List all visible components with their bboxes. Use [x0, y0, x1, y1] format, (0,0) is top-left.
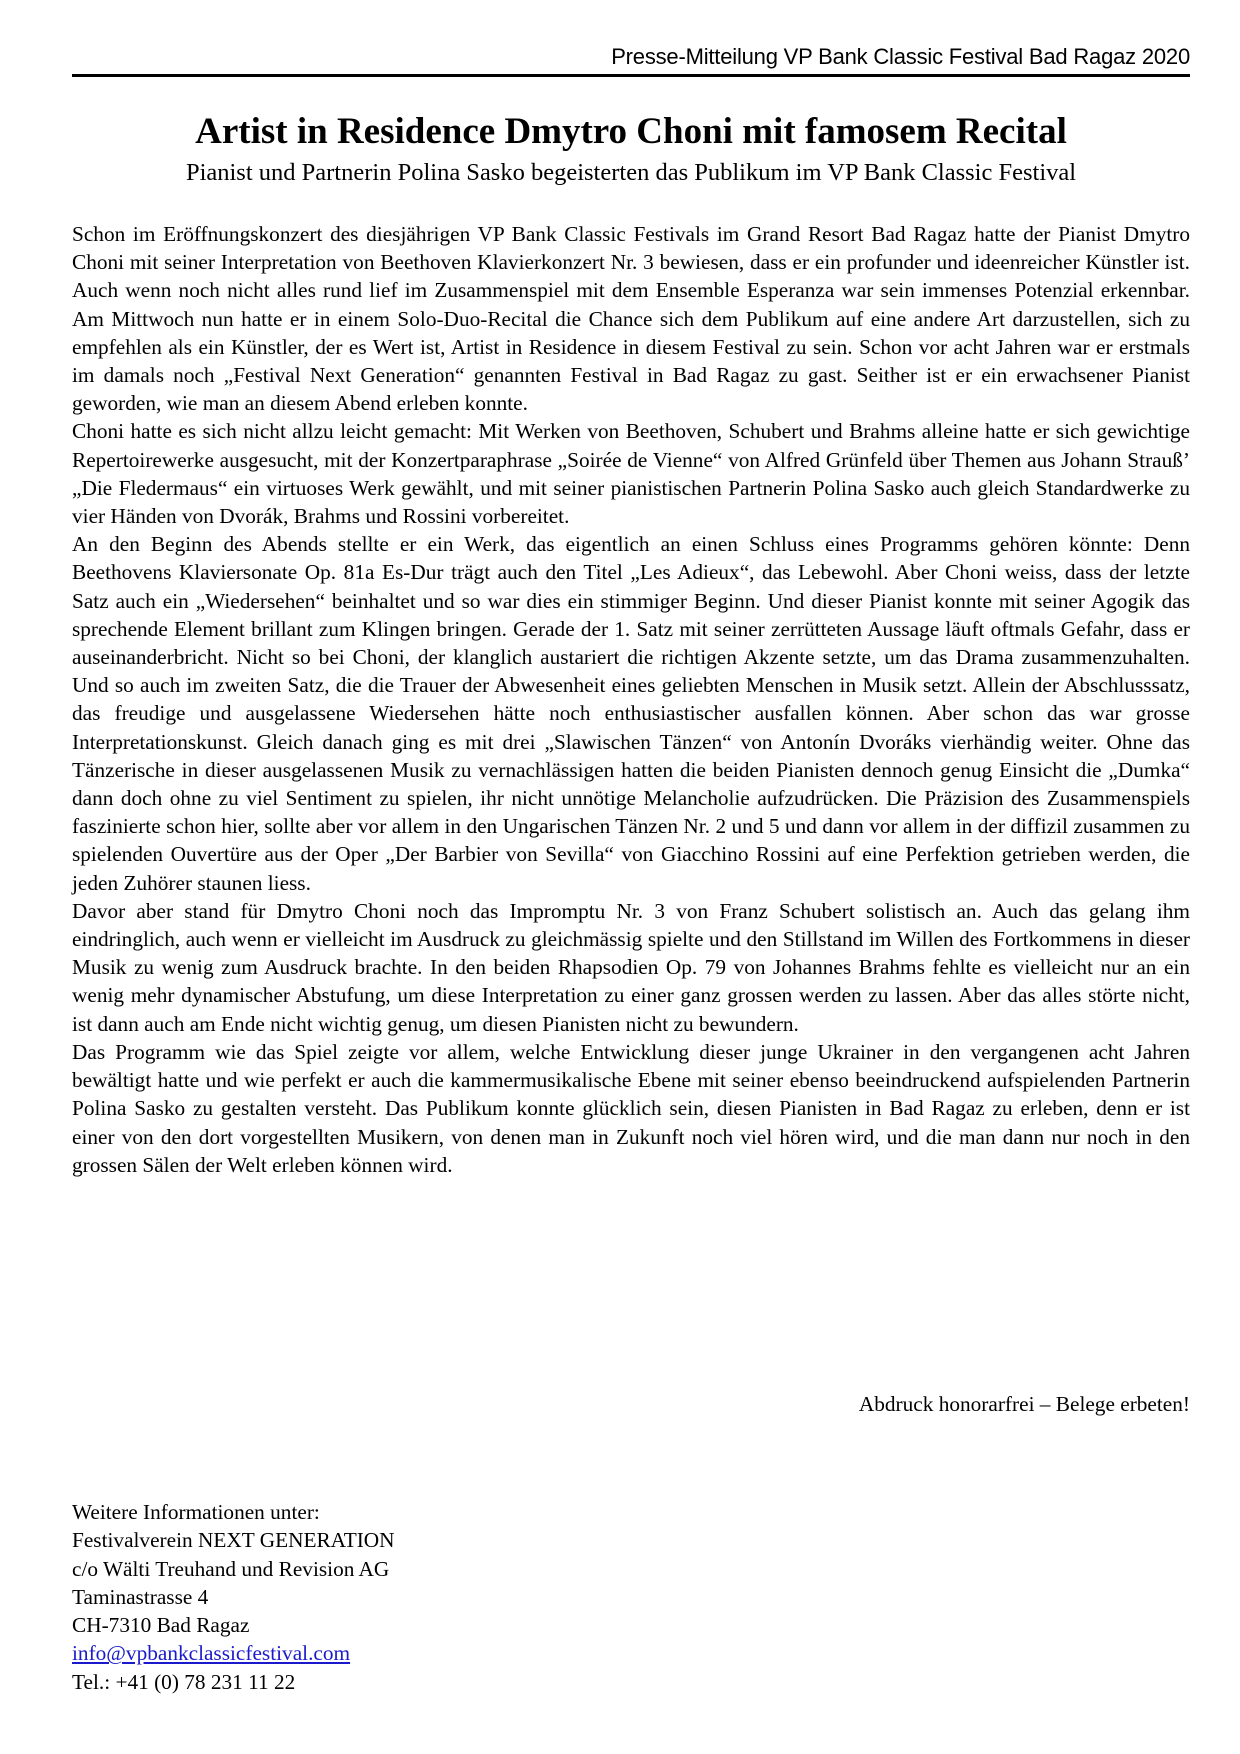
- contact-block: [72, 1498, 395, 1696]
- paragraph-5: Das Programm wie das Spiel zeigte vor allem, welche Entwicklung dieser junge Ukrainer in den vergangenen acht Jahren bewältigt hatte und wie perfekt er auch die kammermusikalische Ebene mit seiner ebenso beeindruckend aufspielenden Partnerin Polina Sasko zu gestalten versteht. Das Publikum konnte glücklich sein, diesen Pianisten in Bad Ragaz zu erleben, denn er ist einer von den dort vorgestellten Musikern, von denen man in Zukunft noch viel hören wird, und die man dann nur noch in den grossen Sälen der Welt erleben können wird.: [72, 1039, 1190, 1177]
- contact-street: Taminastrasse 4: [72, 1584, 209, 1609]
- contact-phone: Tel.: +41 (0) 78 231 11 22: [72, 1669, 296, 1694]
- header-rule: [72, 74, 1190, 77]
- reprint-note: Abdruck honorarfrei – Belege erbeten!: [858, 1392, 1190, 1416]
- article-body: [72, 220, 1190, 1179]
- contact-intro: Weitere Informationen unter:: [72, 1500, 320, 1524]
- contact-care-of: c/o Wälti Treuhand und Revision AG: [72, 1556, 390, 1581]
- paragraph-1: Schon im Eröffnungskonzert des diesjährigen VP Bank Classic Festivals im Grand Resort Bad Ragaz hatte der Pianist Dmytro Choni mit seiner Interpretation von Beethoven Klavierkonzert Nr. 3 bewiesen, dass er ein profunder und ideenreicher Künstler ist. Auch wenn noch nicht alles rund lief im Zusammenspiel mit dem Ensemble Esperanza war sein immenses Potenzial erkennbar. Am Mittwoch nun hatte er in einem Solo-Duo-Recital die Chance sich dem Publikum auf eine andere Art darzustellen, sich zu empfehlen als ein Künstler, der es Wert ist, Artist in Residence in diesem Festival zu sein. Schon vor acht Jahren war er erstmals im damals noch „Festival Next Generation“ genannten Festival in Bad Ragaz zu gast. Seither ist er ein erwachsener Pianist geworden, wie man an diesem Abend erleben konnte.: [72, 222, 1190, 416]
- contact-city: CH-7310 Bad Ragaz: [72, 1613, 250, 1638]
- paragraph-4: Davor aber stand für Dmytro Choni noch das Impromptu Nr. 3 von Franz Schubert solistisch an. Auch das gelang ihm eindringlich, auch wenn er vielleicht im Ausdruck zu gleichmässig spielte und den Stillstand im Willen des Fortkommens in dieser Musik zu wenig zum Ausdruck brachte. In den beiden Rhapsodien Op. 79 von Johannes Brahms fehlte es vielleicht nur an ein wenig mehr dynamischer Abstufung, um diese Interpretation zu einer ganz grossen werden zu lassen. Aber das alles störte nicht, ist dann auch am Ende nicht wichtig genug, um diesen Pianisten nicht zu bewundern.: [72, 898, 1190, 1036]
- article-subtitle: Pianist und Partnerin Polina Sasko begeisterten das Publikum im VP Bank Classic Festival: [185, 159, 1077, 186]
- paragraph-3: An den Beginn des Abends stellte er ein Werk, das eigentlich an einen Schluss eines Programms gehören könnte: Denn Beethovens Klaviersonate Op. 81a Es-Dur trägt auch den Titel „Les Adieux“, das Lebewohl. Aber Choni weiss, dass der letzte Satz auch ein „Wiedersehen“ beinhaltet und so war dies ein stimmiger Beginn. Und dieser Pianist konnte mit seiner Agogik das sprechende Element brillant zum Klingen bringen. Gerade der 1. Satz mit seiner zerrütteten Aussage läuft oftmals Gefahr, dass er auseinanderbricht. Nicht so bei Choni, der klanglich austariert die richtigen Akzente setzte, um das Drama zusammenzuhalten. Und so auch im zweiten Satz, die die Trauer der Abwesenheit eines geliebten Menschen in Musik setzt. Allein der Abschlusssatz, das freudige und ausgelassene Wiedersehen hätte noch enthusiastischer ausfallen können. Aber schon das war grosse Interpretationskunst. Gleich danach ging es mit drei „Slawischen Tänzen“ von Antonín Dvoráks vierhändig weiter. Ohne das Tänzerische in dieser ausgelassenen Musik zu vernachlässigen hatten die beiden Pianisten dennoch genug Einsicht die „Dumka“ dann doch ohne zu viel Sentiment zu spielen, ihr nicht unnötige Melancholie aufzudrücken. Die Präzision des Zusammenspiels faszinierte schon hier, sollte aber vor allem in den Ungarischen Tänzen Nr. 2 und 5 und dann vor allem in der diffizil zusammen zu spielenden Ouvertüre aus der Oper „Der Barbier von Sevilla“ von Giacchino Rossini auf eine Perfektion getrieben werden, die jeden Zuhörer staunen liess.: [72, 532, 1190, 895]
- running-header: Presse-Mitteilung VP Bank Classic Festival Bad Ragaz 2020: [611, 44, 1190, 69]
- article-title: Artist in Residence Dmytro Choni mit famosem Recital: [195, 111, 1067, 152]
- contact-organization: Festivalverein NEXT GENERATION: [72, 1528, 395, 1553]
- paragraph-2: Choni hatte es sich nicht allzu leicht gemacht: Mit Werken von Beethoven, Schubert und Brahms alleine hatte er sich gewichtige Repertoirewerke ausgesucht, mit der Konzertparaphrase „Soirée de Vienne“ von Alfred Grünfeld über Themen aus Johann Strauß’ „Die Fledermaus“ ein virtuoses Werk gewählt, und mit seiner pianistischen Partnerin Polina Sasko auch gleich Standardwerke zu vier Händen von Dvorák, Brahms und Rossini vorbereitet.: [72, 419, 1190, 529]
- contact-email-link[interactable]: info@vpbankclassicfestival.com: [72, 1641, 351, 1666]
